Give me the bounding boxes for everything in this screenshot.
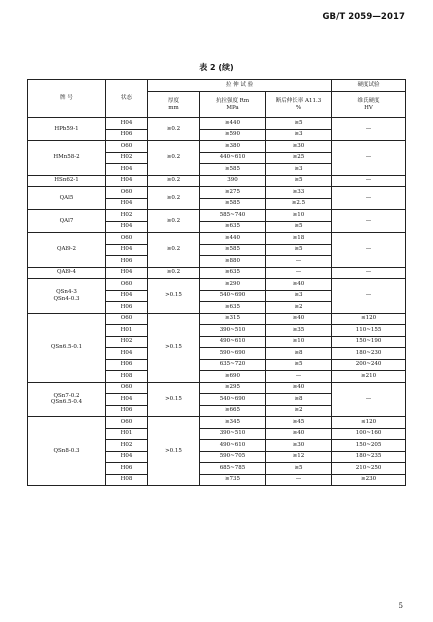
header-row-1 bbox=[28, 80, 406, 92]
thickness-unit: mm bbox=[168, 104, 179, 111]
grade-cell bbox=[28, 141, 106, 176]
elongation-cell: — bbox=[266, 267, 332, 279]
elongation-cell: ≥5 bbox=[266, 118, 332, 130]
strength-cell: 540~690 bbox=[200, 394, 266, 406]
col-hardness-header bbox=[332, 92, 406, 118]
temper-cell: H01 bbox=[106, 325, 148, 337]
grade-name: QSn7-0.2 bbox=[53, 392, 80, 399]
elongation-cell: — bbox=[266, 474, 332, 486]
strength-cell: ≥585 bbox=[200, 164, 266, 176]
elongation-cell: ≥30 bbox=[266, 440, 332, 452]
hardness-cell: — bbox=[332, 233, 406, 268]
strength-unit: MPa bbox=[226, 104, 239, 111]
hardness-label: 维氏硬度 bbox=[357, 97, 380, 104]
elongation-label: 断后伸长率 A11.3 bbox=[275, 97, 322, 104]
hardness-cell: 180~230 bbox=[332, 348, 406, 360]
grade-name: QSn8-0.3 bbox=[53, 447, 80, 454]
table-row bbox=[28, 382, 406, 394]
elongation-cell: ≥5 bbox=[266, 359, 332, 371]
elongation-cell: — bbox=[266, 256, 332, 268]
strength-cell: ≥635 bbox=[200, 302, 266, 314]
grade-name: HPb59-1 bbox=[54, 125, 79, 132]
strength-cell: ≥345 bbox=[200, 417, 266, 429]
strength-cell: ≥590 bbox=[200, 129, 266, 141]
hardness-cell: 100~160 bbox=[332, 428, 406, 440]
strength-cell: ≥735 bbox=[200, 474, 266, 486]
temper-cell: H06 bbox=[106, 256, 148, 268]
grade-name: QSn4-0.3 bbox=[53, 295, 80, 302]
hardness-cell: — bbox=[332, 267, 406, 279]
strength-cell: 390 bbox=[200, 175, 266, 187]
elongation-cell: ≥5 bbox=[266, 244, 332, 256]
temper-cell: H04 bbox=[106, 221, 148, 233]
col-thickness-header bbox=[148, 92, 200, 118]
grade-name: QAl7 bbox=[59, 217, 74, 224]
grade-name: HSn62-1 bbox=[54, 177, 79, 184]
page-number: 5 bbox=[398, 602, 403, 610]
thickness-cell: >0.15 bbox=[148, 279, 200, 314]
hardness-test-header: 硬度试验 bbox=[332, 80, 406, 92]
grade-cell bbox=[28, 175, 106, 187]
temper-cell: H04 bbox=[106, 164, 148, 176]
strength-cell: ≥315 bbox=[200, 313, 266, 325]
temper-cell: O60 bbox=[106, 313, 148, 325]
grade-cell bbox=[28, 187, 106, 210]
elongation-unit: % bbox=[295, 104, 302, 111]
table-row bbox=[28, 141, 406, 153]
table-row bbox=[28, 210, 406, 222]
temper-cell: O60 bbox=[106, 187, 148, 199]
temper-cell: H06 bbox=[106, 463, 148, 475]
temper-cell: H02 bbox=[106, 210, 148, 222]
strength-cell: 585~740 bbox=[200, 210, 266, 222]
hardness-cell: — bbox=[332, 175, 406, 187]
strength-cell: 390~510 bbox=[200, 428, 266, 440]
hardness-unit: HV bbox=[364, 104, 373, 111]
table-row bbox=[28, 175, 406, 187]
grade-cell bbox=[28, 313, 106, 382]
thickness-cell: ≥0.2 bbox=[148, 233, 200, 268]
grade-name: HMn58-2 bbox=[53, 154, 80, 161]
thickness-cell: ≥0.2 bbox=[148, 187, 200, 210]
elongation-cell: ≥40 bbox=[266, 313, 332, 325]
elongation-cell: ≥40 bbox=[266, 428, 332, 440]
hardness-cell: ≤120 bbox=[332, 313, 406, 325]
hardness-cell: 200~240 bbox=[332, 359, 406, 371]
elongation-cell: ≥5 bbox=[266, 463, 332, 475]
hardness-cell: 180~235 bbox=[332, 451, 406, 463]
strength-cell: ≥665 bbox=[200, 405, 266, 417]
grade-cell bbox=[28, 233, 106, 268]
grade-name: QAl9-2 bbox=[56, 246, 77, 253]
hardness-cell: — bbox=[332, 279, 406, 314]
grade-name: QSn6.5-0.4 bbox=[50, 399, 83, 406]
grade-cell bbox=[28, 267, 106, 279]
grade-name: QSn6.5-0.1 bbox=[50, 344, 83, 351]
col-grade-header: 牌 号 bbox=[28, 80, 106, 118]
temper-cell: H04 bbox=[106, 348, 148, 360]
elongation-cell: ≥8 bbox=[266, 394, 332, 406]
hardness-cell: ≥210 bbox=[332, 371, 406, 383]
temper-cell: H04 bbox=[106, 267, 148, 279]
grade-cell bbox=[28, 210, 106, 233]
strength-cell: ≥275 bbox=[200, 187, 266, 199]
standard-code: GB/T 2059—2017 bbox=[322, 12, 405, 22]
col-elongation-header bbox=[266, 92, 332, 118]
table-row bbox=[28, 233, 406, 245]
strength-cell: ≥585 bbox=[200, 198, 266, 210]
thickness-cell: ≥0.2 bbox=[148, 175, 200, 187]
thickness-label: 厚度 bbox=[167, 97, 179, 104]
temper-cell: O60 bbox=[106, 279, 148, 291]
strength-cell: 590~705 bbox=[200, 451, 266, 463]
strength-cell: ≥690 bbox=[200, 371, 266, 383]
hardness-cell: — bbox=[332, 187, 406, 210]
temper-cell: H04 bbox=[106, 394, 148, 406]
elongation-cell: ≥3 bbox=[266, 164, 332, 176]
temper-cell: O60 bbox=[106, 233, 148, 245]
elongation-cell: ≥40 bbox=[266, 279, 332, 291]
elongation-cell: ≥5 bbox=[266, 221, 332, 233]
temper-cell: O60 bbox=[106, 141, 148, 153]
elongation-cell: ≥35 bbox=[266, 325, 332, 337]
strength-cell: 390~510 bbox=[200, 325, 266, 337]
thickness-cell: ≥0.2 bbox=[148, 210, 200, 233]
temper-cell: H06 bbox=[106, 129, 148, 141]
elongation-cell: ≥45 bbox=[266, 417, 332, 429]
thickness-cell: >0.15 bbox=[148, 417, 200, 486]
properties-table bbox=[27, 79, 406, 486]
elongation-cell: ≥2 bbox=[266, 302, 332, 314]
hardness-cell: 210~250 bbox=[332, 463, 406, 475]
grade-cell bbox=[28, 382, 106, 417]
strength-cell: ≥290 bbox=[200, 279, 266, 291]
temper-cell: H04 bbox=[106, 175, 148, 187]
temper-cell: H02 bbox=[106, 336, 148, 348]
table-body bbox=[28, 118, 406, 486]
elongation-cell: ≥2.5 bbox=[266, 198, 332, 210]
temper-cell: H01 bbox=[106, 428, 148, 440]
temper-cell: H06 bbox=[106, 359, 148, 371]
temper-cell: O60 bbox=[106, 382, 148, 394]
grade-name: QAl9-4 bbox=[56, 269, 77, 276]
hardness-cell: — bbox=[332, 382, 406, 417]
temper-cell: H04 bbox=[106, 244, 148, 256]
elongation-cell: ≥3 bbox=[266, 129, 332, 141]
strength-cell: ≥295 bbox=[200, 382, 266, 394]
hardness-cell: ≥230 bbox=[332, 474, 406, 486]
temper-cell: H04 bbox=[106, 198, 148, 210]
strength-cell: ≥380 bbox=[200, 141, 266, 153]
table-row bbox=[28, 187, 406, 199]
strength-cell: 540~690 bbox=[200, 290, 266, 302]
grade-name: QAl5 bbox=[59, 194, 74, 201]
temper-cell: H04 bbox=[106, 451, 148, 463]
elongation-cell: ≥8 bbox=[266, 348, 332, 360]
temper-cell: H08 bbox=[106, 474, 148, 486]
strength-cell: 440~610 bbox=[200, 152, 266, 164]
strength-label: 抗拉强度 Rm bbox=[215, 97, 250, 104]
elongation-cell: ≥12 bbox=[266, 451, 332, 463]
temper-cell: H02 bbox=[106, 440, 148, 452]
table-row bbox=[28, 118, 406, 130]
col-temper-header: 状态 bbox=[106, 80, 148, 118]
col-strength-header bbox=[200, 92, 266, 118]
thickness-cell: ≥0.2 bbox=[148, 141, 200, 176]
temper-cell: H06 bbox=[106, 405, 148, 417]
temper-cell: H02 bbox=[106, 152, 148, 164]
thickness-cell: ≥0.2 bbox=[148, 267, 200, 279]
tensile-test-header: 拉 伸 试 验 bbox=[148, 80, 332, 92]
grade-cell bbox=[28, 279, 106, 314]
temper-cell: H04 bbox=[106, 118, 148, 130]
hardness-cell: 110~155 bbox=[332, 325, 406, 337]
strength-cell: ≥880 bbox=[200, 256, 266, 268]
strength-cell: 490~610 bbox=[200, 440, 266, 452]
temper-cell: H08 bbox=[106, 371, 148, 383]
elongation-cell: ≥10 bbox=[266, 210, 332, 222]
strength-cell: 590~690 bbox=[200, 348, 266, 360]
table-row bbox=[28, 313, 406, 325]
hardness-cell: 150~205 bbox=[332, 440, 406, 452]
temper-cell: H04 bbox=[106, 290, 148, 302]
table-row bbox=[28, 267, 406, 279]
strength-cell: ≥440 bbox=[200, 233, 266, 245]
table-row bbox=[28, 279, 406, 291]
elongation-cell: ≥33 bbox=[266, 187, 332, 199]
thickness-cell: >0.15 bbox=[148, 382, 200, 417]
strength-cell: ≥440 bbox=[200, 118, 266, 130]
strength-cell: 635~720 bbox=[200, 359, 266, 371]
strength-cell: ≥635 bbox=[200, 267, 266, 279]
grade-cell bbox=[28, 417, 106, 486]
temper-cell: H06 bbox=[106, 302, 148, 314]
elongation-cell: ≥3 bbox=[266, 290, 332, 302]
elongation-cell: ≥30 bbox=[266, 141, 332, 153]
thickness-cell: >0.15 bbox=[148, 313, 200, 382]
elongation-cell: ≥2 bbox=[266, 405, 332, 417]
elongation-cell: — bbox=[266, 371, 332, 383]
grade-cell bbox=[28, 118, 106, 141]
temper-cell: O60 bbox=[106, 417, 148, 429]
elongation-cell: ≥18 bbox=[266, 233, 332, 245]
table-title: 表 2 (续) bbox=[199, 63, 234, 72]
hardness-cell: — bbox=[332, 210, 406, 233]
hardness-cell: 150~190 bbox=[332, 336, 406, 348]
hardness-cell: ≤120 bbox=[332, 417, 406, 429]
elongation-cell: ≥5 bbox=[266, 175, 332, 187]
thickness-cell: ≥0.2 bbox=[148, 118, 200, 141]
elongation-cell: ≥25 bbox=[266, 152, 332, 164]
elongation-cell: ≥40 bbox=[266, 382, 332, 394]
table-row bbox=[28, 417, 406, 429]
elongation-cell: ≥10 bbox=[266, 336, 332, 348]
strength-cell: 685~785 bbox=[200, 463, 266, 475]
strength-cell: ≥585 bbox=[200, 244, 266, 256]
strength-cell: ≥635 bbox=[200, 221, 266, 233]
grade-name: QSn4-3 bbox=[56, 289, 77, 296]
strength-cell: 490~610 bbox=[200, 336, 266, 348]
hardness-cell: — bbox=[332, 141, 406, 176]
hardness-cell: — bbox=[332, 118, 406, 141]
